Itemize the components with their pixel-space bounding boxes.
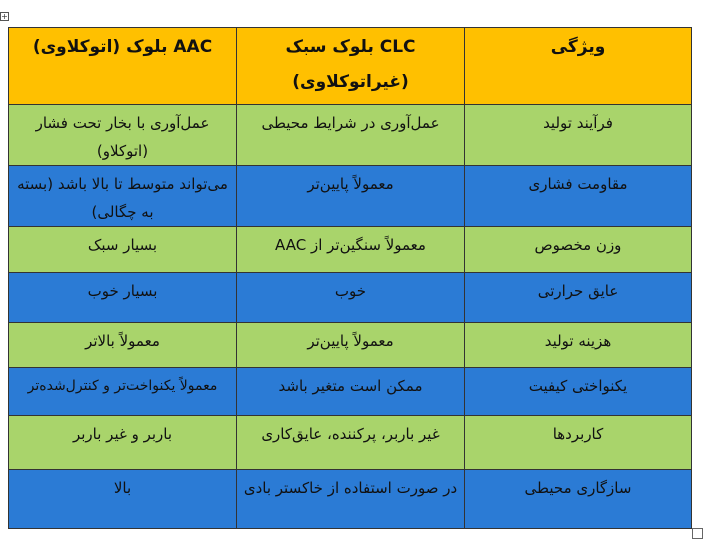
table-row <box>9 166 692 227</box>
table-cell: معمولاً سنگین‌تر از AAC <box>237 227 465 273</box>
header-cell-clc: CLC بلوک سبک (غیراتوکلاوی) <box>237 28 465 105</box>
header-cell-feature: ویژگی <box>465 28 692 105</box>
table-move-handle[interactable]: + <box>1 12 8 21</box>
table-cell: ممکن است متغیر باشد <box>237 368 465 416</box>
table-cell: بسیار خوب <box>9 273 237 323</box>
table-cell: وزن مخصوص <box>465 227 692 273</box>
table-cell: سازگاری محیطی <box>465 470 692 529</box>
header-row <box>9 28 692 105</box>
table-cell: معمولاً یکنواخت‌تر و کنترل‌شده‌تر <box>9 368 237 416</box>
table-cell: فرآیند تولید <box>465 105 692 166</box>
table-cell: عمل‌آوری در شرایط محیطی <box>237 105 465 166</box>
table-row <box>9 470 692 529</box>
table-cell: خوب <box>237 273 465 323</box>
table-cell: عایق حرارتی <box>465 273 692 323</box>
table-cell: بالا <box>9 470 237 529</box>
table-row <box>9 416 692 470</box>
table-cell: عمل‌آوری با بخار تحت فشار (اتوکلاو) <box>9 105 237 166</box>
table-cell: هزینه تولید <box>465 323 692 368</box>
table-row <box>9 105 692 166</box>
table-row <box>9 323 692 368</box>
table-cell: معمولاً پایین‌تر <box>237 323 465 368</box>
table-resize-handle[interactable] <box>692 528 703 539</box>
table-row <box>9 227 692 273</box>
comparison-table <box>8 27 692 529</box>
table-cell: یکنواختی کیفیت <box>465 368 692 416</box>
table-cell: کاربردها <box>465 416 692 470</box>
table-row <box>9 368 692 416</box>
table-cell: می‌تواند متوسط تا بالا باشد (بسته به چگالی) <box>9 166 237 227</box>
table-row <box>9 273 692 323</box>
table-cell: غیر باربر، پرکننده، عایق‌کاری <box>237 416 465 470</box>
table-cell: معمولاً بالاتر <box>9 323 237 368</box>
table-cell: مقاومت فشاری <box>465 166 692 227</box>
table-cell: در صورت استفاده از خاکستر بادی <box>237 470 465 529</box>
header-cell-aac: AAC بلوک (اتوکلاوی) <box>9 28 237 105</box>
table-cell: بسیار سبک <box>9 227 237 273</box>
table-cell: باربر و غیر باربر <box>9 416 237 470</box>
table-cell: معمولاً پایین‌تر <box>237 166 465 227</box>
